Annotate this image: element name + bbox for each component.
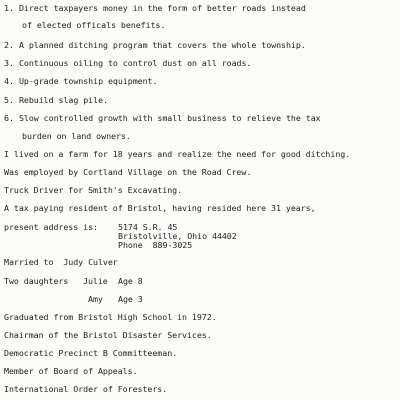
daughters-label: Two daughters [4, 276, 69, 286]
daughter-1-age: Age 8 [118, 276, 143, 286]
daughter-1-name: Julie [83, 276, 108, 286]
platform-item-4: 4. Up-grade township equipment. [4, 76, 158, 86]
platform-item-3: 3. Continuous oiling to control dust on all roads. [4, 58, 252, 68]
platform-item-5: 5. Rebuild slag pile. [4, 95, 108, 105]
bio-democratic: Democratic Precinct B Committeeman. [4, 348, 178, 358]
bio-graduated: Graduated from Bristol High School in 1972. [4, 312, 217, 322]
bio-truck-driver: Truck Driver for Smith's Excavating. [4, 185, 183, 195]
phone-number: Phone 889-3025 [118, 240, 193, 250]
bio-chairman: Chairman of the Bristol Disaster Services. [4, 330, 212, 340]
platform-item-6: 6. Slow controlled growth with small business to relieve the tax [4, 113, 321, 123]
daughter-2-age: Age 3 [118, 294, 143, 304]
platform-item-1: 1. Direct taxpayers money in the form of better roads instead [4, 3, 306, 13]
address-line-2: Bristolville, Ohio 44402 [118, 231, 237, 241]
bio-resident: A tax paying resident of Bristol, having resided here 31 years, [4, 203, 316, 213]
bio-board: Member of Board of Appeals. [4, 366, 138, 376]
bio-foresters: International Order of Foresters. [4, 384, 168, 394]
address-line-1: 5174 S.R. 45 [118, 222, 178, 232]
platform-item-1-continued: of elected officals benefits. [22, 20, 166, 30]
address-label: present address is: [4, 222, 98, 232]
daughter-2-name: Amy [88, 294, 103, 304]
bio-married: Married to Judy Culver [4, 257, 118, 267]
bio-farm: I lived on a farm for 18 years and realize the need for good ditching. [4, 149, 351, 159]
bio-employed: Was employed by Cortland Village on the Road Crew. [4, 167, 252, 177]
platform-item-6-continued: burden on land owners. [22, 131, 131, 141]
platform-item-2: 2. A planned ditching program that covers the whole township. [4, 40, 306, 50]
